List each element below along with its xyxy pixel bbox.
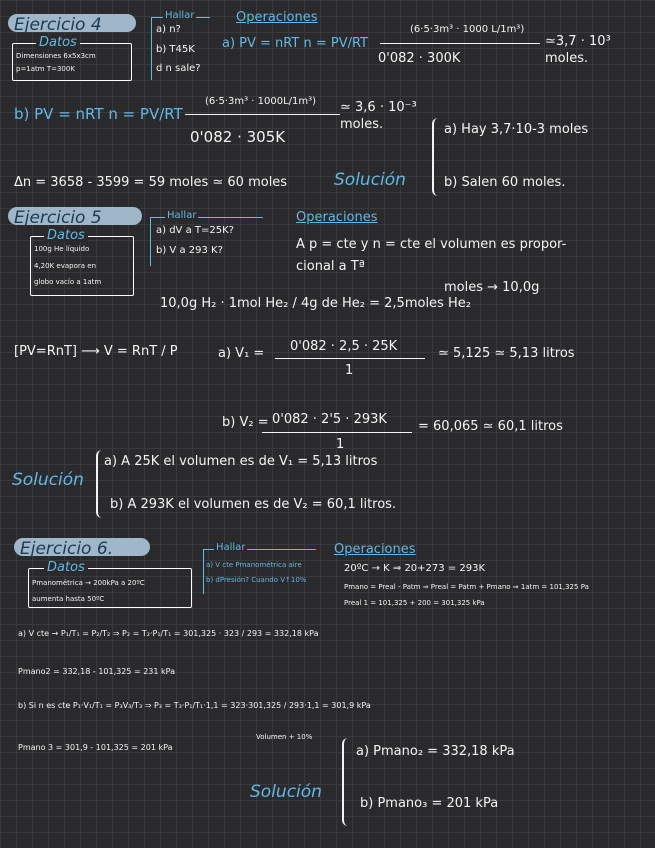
ex6-pmano2: Pmano2 = 332,18 - 101,325 = 231 kPa — [18, 667, 176, 676]
ex4-datos-line-1: Dimensiones 6x5x3cm — [16, 52, 96, 60]
ex5-title-banner — [8, 207, 142, 228]
ex5-hallar-line-2: b) V a 293 K? — [156, 245, 223, 256]
ex6-ops-line-3: Preal 1 = 101,325 + 200 = 301,325 kPa — [344, 599, 485, 607]
ex4-b-fraction-bar — [185, 114, 340, 115]
ex5-v2-fraction-bar — [262, 432, 412, 433]
ex5-hallar-label: Hallar — [167, 210, 197, 221]
ex4-solucion-a: a) Hay 3,7·10-3 moles — [444, 122, 589, 137]
ex5-ops-line-1: A p = cte y n = cte el volumen es propor- — [296, 237, 567, 252]
ex6-title: Ejercicio 6. — [20, 539, 114, 559]
ex6-datos-line-2: aumenta hasta 50ºC — [32, 595, 105, 603]
ex4-b-numerator: (6·5·3m³ · 1000L/1m³) — [205, 96, 317, 107]
ex5-solucion-label: Solución — [12, 470, 84, 490]
ex6-b-line: b) Si n es cte P₁·V₁/T₁ = P₃V₃/T₃ ⇒ P₃ = T₃·P₁/T₁·1,1 = 323·301,325 / 293·1,1 = 301,9 kPa — [18, 701, 371, 710]
ex4-a-denominator: 0'082 · 300K — [378, 51, 461, 66]
ex6-hallar-label: Hallar — [216, 542, 246, 553]
ex5-operaciones-label: Operaciones — [296, 210, 378, 225]
ex4-hallar-line-1: a) n? — [156, 24, 181, 35]
ex4-a-numerator: (6·5·3m³ · 1000 L/1m³) — [410, 24, 525, 35]
ex5-pv-formula: [PV=RnT] ⟶ V = RnT / P — [14, 344, 178, 359]
ex6-ops-line-1: 20ºC → K ⇒ 20+273 = 293K — [344, 563, 486, 574]
ex6-datos-label: Datos — [44, 561, 88, 574]
ex4-solucion-brace — [432, 118, 442, 196]
ex5-v2-denominator: 1 — [336, 437, 345, 452]
ex5-ops-line-2: cional a Tª — [296, 259, 365, 274]
ex4-hallar-line-3: d n sale? — [156, 63, 201, 74]
ex6-volumen-note: Volumen + 10% — [256, 733, 313, 741]
ex5-v2-numerator: 0'082 · 2'5 · 293K — [272, 412, 387, 427]
ex5-title: Ejercicio 5 — [14, 208, 102, 228]
ex6-hallar-line-1: a) V cte Pmanométrica aire — [206, 561, 302, 569]
ex5-v2-result: = 60,065 ≃ 60,1 litros — [418, 419, 563, 434]
ex5-v2-label: b) V₂ = — [222, 415, 269, 430]
ex4-hallar-label: Hallar — [165, 10, 195, 21]
ex4-a-result: ≃3,7 · 10³ moles. — [545, 34, 611, 66]
ex4-b-denominator: 0'082 · 305K — [190, 128, 286, 146]
ex5-datos-line-3: globo vacío a 1atm — [34, 278, 102, 286]
ex6-operaciones-label: Operaciones — [334, 542, 416, 557]
ex6-ops-line-2: Pmano = Preal - Patm ⇒ Preal = Patm + Pmano ⇒ 1atm = 101,325 Pa — [344, 583, 589, 591]
ex5-datos-label: Datos — [44, 229, 88, 242]
ex4-solucion-label: Solución — [334, 170, 406, 190]
ex5-solucion-a: a) A 25K el volumen es de V₁ = 5,13 litros — [104, 454, 378, 469]
ex4-title-banner — [8, 14, 136, 35]
ex6-hallar-line-2: b) dPresión? Cuando V↑10% — [206, 576, 307, 584]
ex5-solucion-b: b) A 293K el volumen es de V₂ = 60,1 litros. — [110, 497, 397, 512]
ex6-solucion-b: b) Pmano₃ = 201 kPa — [360, 796, 499, 811]
ex5-datos-line-2: 4,20K evapora en — [34, 262, 97, 270]
ex6-solucion-label: Solución — [250, 782, 322, 802]
ex5-moles-note: moles → 10,0g — [444, 280, 540, 295]
ex6-solucion-brace — [342, 738, 352, 826]
ex4-hallar-line-2: b) T45K — [156, 44, 195, 55]
ex5-hallar-line-1: a) dV a T=25K? — [156, 225, 234, 236]
ex5-v1-denominator: 1 — [345, 363, 354, 378]
ex6-hallar-box — [203, 549, 316, 594]
ex4-datos-label: Datos — [36, 36, 80, 49]
ex5-v1-fraction-bar — [275, 358, 425, 359]
ex4-title: Ejercicio 4 — [14, 15, 102, 35]
ex4-a-equation: a) PV = nRT n = PV/RT — [222, 36, 368, 51]
ex6-solucion-a: a) Pmano₂ = 332,18 kPa — [356, 744, 515, 759]
ex4-operaciones-label: Operaciones — [236, 10, 318, 25]
ex4-b-equation: b) PV = nRT n = PV/RT — [14, 105, 183, 123]
ex6-pmano3: Pmano 3 = 301,9 - 101,325 = 201 kPa — [18, 743, 173, 752]
ex6-title-banner — [14, 538, 150, 559]
ex5-conversion: 10,0g H₂ · 1mol He₂ / 4g de He₂ = 2,5moles He₂ — [160, 296, 471, 311]
ex4-b-result: ≃ 3,6 · 10⁻³ moles. — [340, 100, 417, 132]
ex6-datos-line-1: Pmanométrica → 200kPa a 20ºC — [32, 579, 145, 587]
ex5-v1-label: a) V₁ = — [218, 346, 265, 361]
ex5-datos-line-1: 100g He líquido — [34, 245, 90, 253]
ex6-a-line: a) V cte → P₁/T₁ = P₂/T₂ ⇒ P₂ = T₂·P₁/T₁ = 301,325 · 323 / 293 = 332,18 kPa — [18, 629, 319, 638]
ex4-solucion-b: b) Salen 60 moles. — [444, 175, 566, 190]
ex5-v1-numerator: 0'082 · 2,5 · 25K — [290, 339, 398, 354]
ex4-datos-line-2: p=1atm T=300K — [16, 65, 75, 73]
ex5-v1-result: ≃ 5,125 ≃ 5,13 litros — [438, 346, 575, 361]
ex4-a-fraction-bar — [380, 43, 540, 44]
ex4-delta-n: Δn = 3658 - 3599 = 59 moles ≃ 60 moles — [14, 175, 288, 190]
